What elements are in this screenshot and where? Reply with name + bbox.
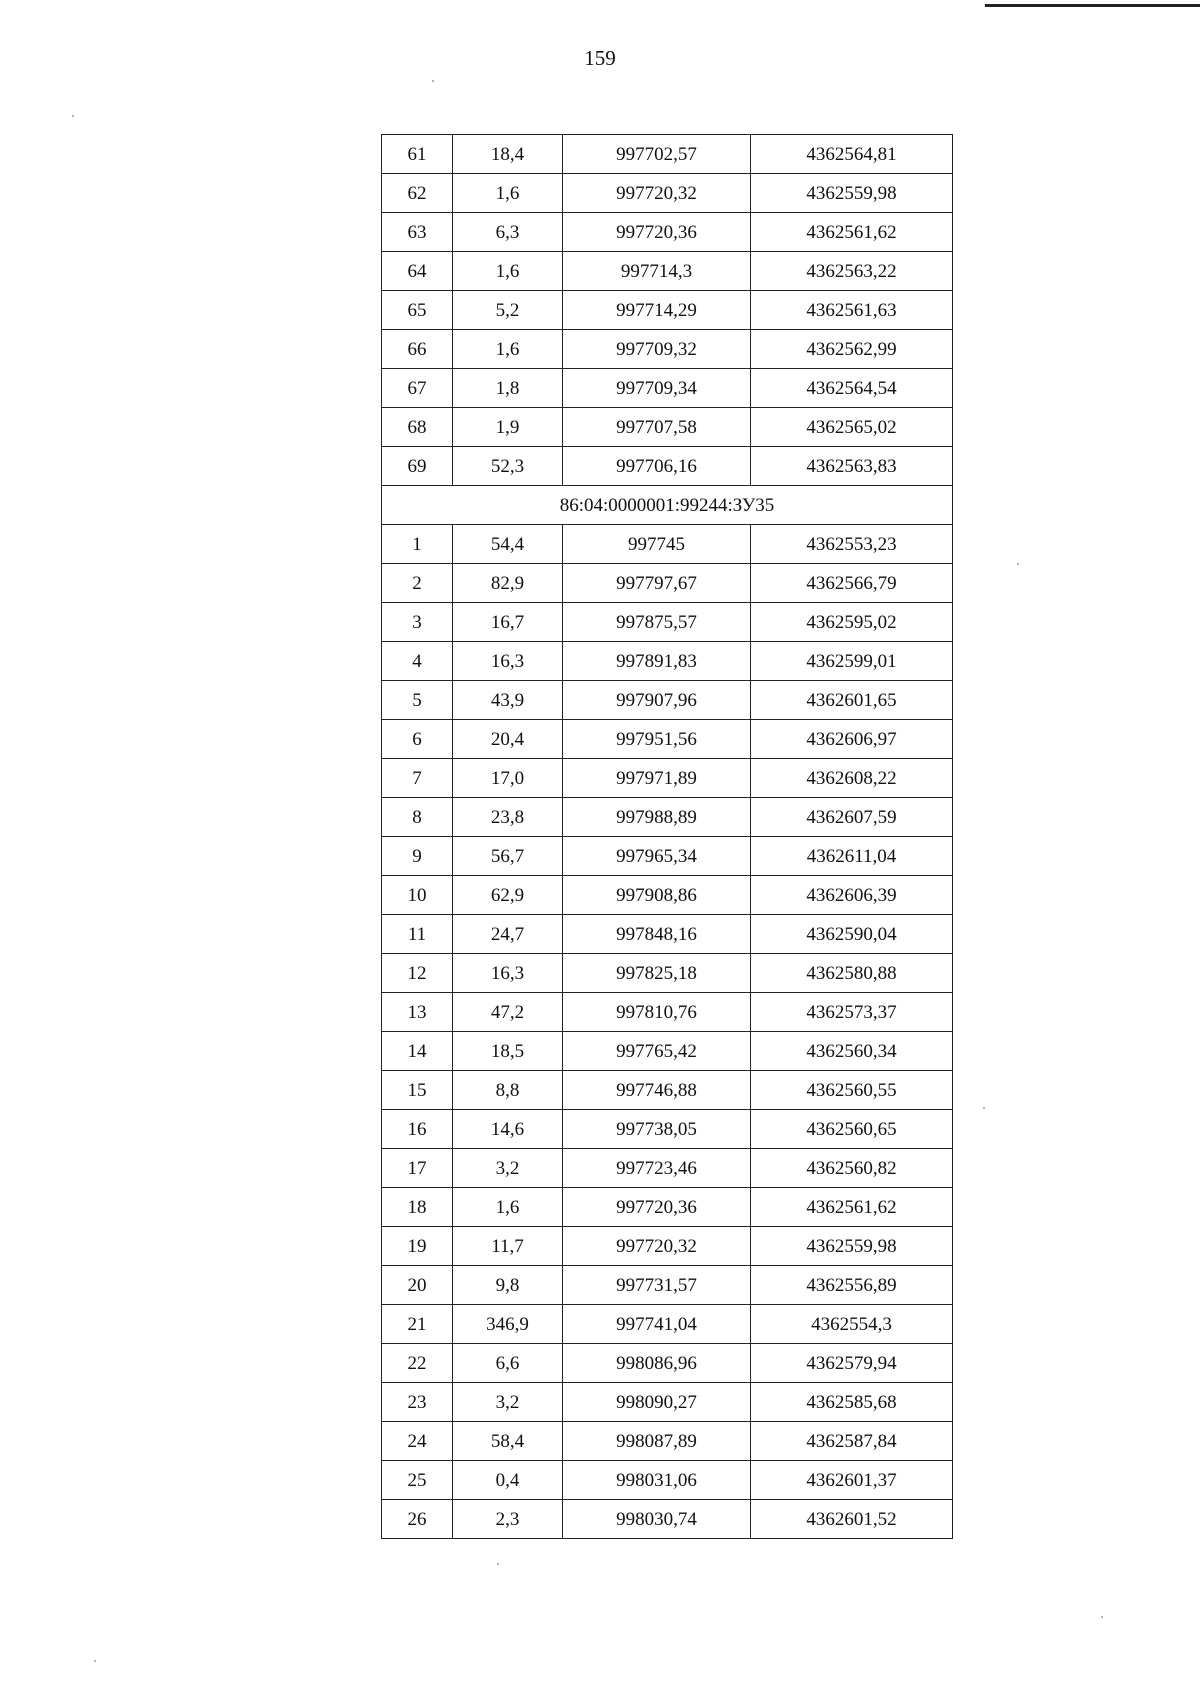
length-cell: 18,5 bbox=[453, 1032, 563, 1071]
table-row bbox=[382, 642, 953, 681]
point-number-cell: 9 bbox=[382, 837, 453, 876]
point-number-cell: 5 bbox=[382, 681, 453, 720]
length-cell: 3,2 bbox=[453, 1149, 563, 1188]
scan-speck bbox=[1101, 1616, 1103, 1618]
point-number-cell: 67 bbox=[382, 369, 453, 408]
point-number-cell: 15 bbox=[382, 1071, 453, 1110]
x-coordinate-cell: 997720,32 bbox=[563, 1227, 751, 1266]
y-coordinate-cell: 4362561,62 bbox=[751, 1188, 953, 1227]
point-number-cell: 23 bbox=[382, 1383, 453, 1422]
y-coordinate-cell: 4362564,81 bbox=[751, 135, 953, 174]
y-coordinate-cell: 4362559,98 bbox=[751, 1227, 953, 1266]
length-cell: 47,2 bbox=[453, 993, 563, 1032]
x-coordinate-cell: 997731,57 bbox=[563, 1266, 751, 1305]
length-cell: 1,6 bbox=[453, 330, 563, 369]
table-row bbox=[382, 291, 953, 330]
point-number-cell: 1 bbox=[382, 525, 453, 564]
length-cell: 18,4 bbox=[453, 135, 563, 174]
point-number-cell: 65 bbox=[382, 291, 453, 330]
scan-speck bbox=[94, 1660, 96, 1662]
x-coordinate-cell: 997706,16 bbox=[563, 447, 751, 486]
length-cell: 9,8 bbox=[453, 1266, 563, 1305]
table-row bbox=[382, 1032, 953, 1071]
y-coordinate-cell: 4362599,01 bbox=[751, 642, 953, 681]
y-coordinate-cell: 4362560,34 bbox=[751, 1032, 953, 1071]
y-coordinate-cell: 4362554,3 bbox=[751, 1305, 953, 1344]
table-row bbox=[382, 447, 953, 486]
length-cell: 24,7 bbox=[453, 915, 563, 954]
y-coordinate-cell: 4362607,59 bbox=[751, 798, 953, 837]
table-row bbox=[382, 408, 953, 447]
y-coordinate-cell: 4362560,55 bbox=[751, 1071, 953, 1110]
coordinates-table-body bbox=[382, 135, 953, 1539]
x-coordinate-cell: 997723,46 bbox=[563, 1149, 751, 1188]
x-coordinate-cell: 997907,96 bbox=[563, 681, 751, 720]
table-row bbox=[382, 1461, 953, 1500]
table-row bbox=[382, 603, 953, 642]
x-coordinate-cell: 997738,05 bbox=[563, 1110, 751, 1149]
table-row bbox=[382, 1227, 953, 1266]
table-row bbox=[382, 213, 953, 252]
length-cell: 6,3 bbox=[453, 213, 563, 252]
length-cell: 1,6 bbox=[453, 174, 563, 213]
table-row bbox=[382, 1266, 953, 1305]
length-cell: 2,3 bbox=[453, 1500, 563, 1539]
table-row bbox=[382, 369, 953, 408]
table-row bbox=[382, 135, 953, 174]
point-number-cell: 19 bbox=[382, 1227, 453, 1266]
length-cell: 8,8 bbox=[453, 1071, 563, 1110]
x-coordinate-cell: 998086,96 bbox=[563, 1344, 751, 1383]
length-cell: 0,4 bbox=[453, 1461, 563, 1500]
length-cell: 16,7 bbox=[453, 603, 563, 642]
table-row bbox=[382, 1110, 953, 1149]
point-number-cell: 7 bbox=[382, 759, 453, 798]
table-row bbox=[382, 915, 953, 954]
scan-speck bbox=[72, 115, 74, 117]
y-coordinate-cell: 4362579,94 bbox=[751, 1344, 953, 1383]
table-row bbox=[382, 174, 953, 213]
point-number-cell: 4 bbox=[382, 642, 453, 681]
point-number-cell: 69 bbox=[382, 447, 453, 486]
y-coordinate-cell: 4362563,83 bbox=[751, 447, 953, 486]
x-coordinate-cell: 997810,76 bbox=[563, 993, 751, 1032]
point-number-cell: 12 bbox=[382, 954, 453, 993]
point-number-cell: 61 bbox=[382, 135, 453, 174]
length-cell: 346,9 bbox=[453, 1305, 563, 1344]
table-row bbox=[382, 876, 953, 915]
point-number-cell: 26 bbox=[382, 1500, 453, 1539]
point-number-cell: 68 bbox=[382, 408, 453, 447]
y-coordinate-cell: 4362561,63 bbox=[751, 291, 953, 330]
y-coordinate-cell: 4362564,54 bbox=[751, 369, 953, 408]
table-row bbox=[382, 1422, 953, 1461]
length-cell: 11,7 bbox=[453, 1227, 563, 1266]
table-row bbox=[382, 681, 953, 720]
length-cell: 56,7 bbox=[453, 837, 563, 876]
point-number-cell: 13 bbox=[382, 993, 453, 1032]
x-coordinate-cell: 997848,16 bbox=[563, 915, 751, 954]
y-coordinate-cell: 4362563,22 bbox=[751, 252, 953, 291]
x-coordinate-cell: 997709,32 bbox=[563, 330, 751, 369]
length-cell: 1,6 bbox=[453, 252, 563, 291]
y-coordinate-cell: 4362565,02 bbox=[751, 408, 953, 447]
y-coordinate-cell: 4362608,22 bbox=[751, 759, 953, 798]
x-coordinate-cell: 997875,57 bbox=[563, 603, 751, 642]
length-cell: 62,9 bbox=[453, 876, 563, 915]
x-coordinate-cell: 997746,88 bbox=[563, 1071, 751, 1110]
point-number-cell: 3 bbox=[382, 603, 453, 642]
table-row bbox=[382, 1344, 953, 1383]
x-coordinate-cell: 997765,42 bbox=[563, 1032, 751, 1071]
x-coordinate-cell: 997745 bbox=[563, 525, 751, 564]
length-cell: 82,9 bbox=[453, 564, 563, 603]
table-row bbox=[382, 525, 953, 564]
x-coordinate-cell: 997951,56 bbox=[563, 720, 751, 759]
y-coordinate-cell: 4362606,39 bbox=[751, 876, 953, 915]
y-coordinate-cell: 4362560,65 bbox=[751, 1110, 953, 1149]
x-coordinate-cell: 997891,83 bbox=[563, 642, 751, 681]
point-number-cell: 11 bbox=[382, 915, 453, 954]
y-coordinate-cell: 4362573,37 bbox=[751, 993, 953, 1032]
table-row bbox=[382, 954, 953, 993]
coordinates-table bbox=[381, 134, 953, 1539]
length-cell: 6,6 bbox=[453, 1344, 563, 1383]
y-coordinate-cell: 4362611,04 bbox=[751, 837, 953, 876]
table-row bbox=[382, 798, 953, 837]
length-cell: 3,2 bbox=[453, 1383, 563, 1422]
table-row bbox=[382, 1071, 953, 1110]
table-row bbox=[382, 720, 953, 759]
scan-speck bbox=[432, 80, 434, 82]
y-coordinate-cell: 4362590,04 bbox=[751, 915, 953, 954]
y-coordinate-cell: 4362601,37 bbox=[751, 1461, 953, 1500]
y-coordinate-cell: 4362559,98 bbox=[751, 174, 953, 213]
point-number-cell: 8 bbox=[382, 798, 453, 837]
x-coordinate-cell: 997714,3 bbox=[563, 252, 751, 291]
y-coordinate-cell: 4362606,97 bbox=[751, 720, 953, 759]
table-row bbox=[382, 1500, 953, 1539]
table-row bbox=[382, 837, 953, 876]
y-coordinate-cell: 4362587,84 bbox=[751, 1422, 953, 1461]
x-coordinate-cell: 997720,32 bbox=[563, 174, 751, 213]
x-coordinate-cell: 997702,57 bbox=[563, 135, 751, 174]
y-coordinate-cell: 4362595,02 bbox=[751, 603, 953, 642]
table-row bbox=[382, 564, 953, 603]
scan-speck bbox=[1017, 563, 1019, 565]
length-cell: 14,6 bbox=[453, 1110, 563, 1149]
point-number-cell: 63 bbox=[382, 213, 453, 252]
point-number-cell: 18 bbox=[382, 1188, 453, 1227]
point-number-cell: 62 bbox=[382, 174, 453, 213]
point-number-cell: 10 bbox=[382, 876, 453, 915]
x-coordinate-cell: 997709,34 bbox=[563, 369, 751, 408]
x-coordinate-cell: 997965,34 bbox=[563, 837, 751, 876]
point-number-cell: 6 bbox=[382, 720, 453, 759]
y-coordinate-cell: 4362601,52 bbox=[751, 1500, 953, 1539]
x-coordinate-cell: 997707,58 bbox=[563, 408, 751, 447]
x-coordinate-cell: 997720,36 bbox=[563, 213, 751, 252]
point-number-cell: 24 bbox=[382, 1422, 453, 1461]
x-coordinate-cell: 998090,27 bbox=[563, 1383, 751, 1422]
length-cell: 23,8 bbox=[453, 798, 563, 837]
y-coordinate-cell: 4362561,62 bbox=[751, 213, 953, 252]
point-number-cell: 21 bbox=[382, 1305, 453, 1344]
table-row bbox=[382, 1188, 953, 1227]
x-coordinate-cell: 997720,36 bbox=[563, 1188, 751, 1227]
length-cell: 20,4 bbox=[453, 720, 563, 759]
length-cell: 16,3 bbox=[453, 954, 563, 993]
x-coordinate-cell: 997714,29 bbox=[563, 291, 751, 330]
y-coordinate-cell: 4362580,88 bbox=[751, 954, 953, 993]
section-heading-row bbox=[382, 486, 953, 525]
length-cell: 16,3 bbox=[453, 642, 563, 681]
scan-speck bbox=[497, 1563, 499, 1565]
y-coordinate-cell: 4362560,82 bbox=[751, 1149, 953, 1188]
x-coordinate-cell: 998031,06 bbox=[563, 1461, 751, 1500]
y-coordinate-cell: 4362601,65 bbox=[751, 681, 953, 720]
x-coordinate-cell: 998030,74 bbox=[563, 1500, 751, 1539]
table-row bbox=[382, 1149, 953, 1188]
point-number-cell: 25 bbox=[382, 1461, 453, 1500]
x-coordinate-cell: 997908,86 bbox=[563, 876, 751, 915]
y-coordinate-cell: 4362556,89 bbox=[751, 1266, 953, 1305]
scan-edge-rule bbox=[985, 4, 1200, 7]
length-cell: 54,4 bbox=[453, 525, 563, 564]
table-row bbox=[382, 1305, 953, 1344]
length-cell: 1,9 bbox=[453, 408, 563, 447]
page-number: 159 bbox=[584, 46, 616, 70]
point-number-cell: 14 bbox=[382, 1032, 453, 1071]
table-row bbox=[382, 1383, 953, 1422]
point-number-cell: 66 bbox=[382, 330, 453, 369]
x-coordinate-cell: 997797,67 bbox=[563, 564, 751, 603]
y-coordinate-cell: 4362566,79 bbox=[751, 564, 953, 603]
table-row bbox=[382, 759, 953, 798]
x-coordinate-cell: 997988,89 bbox=[563, 798, 751, 837]
x-coordinate-cell: 997741,04 bbox=[563, 1305, 751, 1344]
y-coordinate-cell: 4362562,99 bbox=[751, 330, 953, 369]
length-cell: 43,9 bbox=[453, 681, 563, 720]
point-number-cell: 2 bbox=[382, 564, 453, 603]
table-row bbox=[382, 993, 953, 1032]
point-number-cell: 64 bbox=[382, 252, 453, 291]
point-number-cell: 22 bbox=[382, 1344, 453, 1383]
table-row bbox=[382, 252, 953, 291]
y-coordinate-cell: 4362553,23 bbox=[751, 525, 953, 564]
section-heading: 86:04:0000001:99244:ЗУ35 bbox=[382, 486, 953, 525]
point-number-cell: 16 bbox=[382, 1110, 453, 1149]
length-cell: 1,8 bbox=[453, 369, 563, 408]
point-number-cell: 17 bbox=[382, 1149, 453, 1188]
scan-speck bbox=[983, 1107, 985, 1109]
x-coordinate-cell: 997825,18 bbox=[563, 954, 751, 993]
point-number-cell: 20 bbox=[382, 1266, 453, 1305]
length-cell: 5,2 bbox=[453, 291, 563, 330]
x-coordinate-cell: 997971,89 bbox=[563, 759, 751, 798]
y-coordinate-cell: 4362585,68 bbox=[751, 1383, 953, 1422]
length-cell: 1,6 bbox=[453, 1188, 563, 1227]
table-row bbox=[382, 330, 953, 369]
length-cell: 52,3 bbox=[453, 447, 563, 486]
length-cell: 17,0 bbox=[453, 759, 563, 798]
x-coordinate-cell: 998087,89 bbox=[563, 1422, 751, 1461]
length-cell: 58,4 bbox=[453, 1422, 563, 1461]
